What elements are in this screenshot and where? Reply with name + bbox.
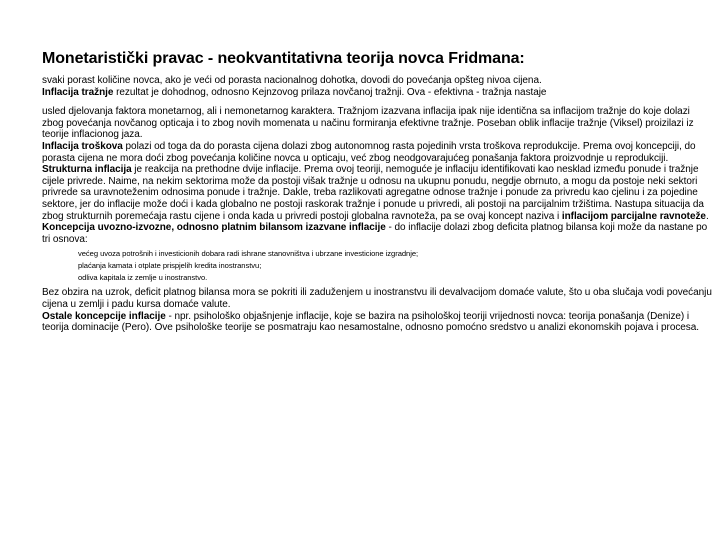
balance-inflation-text: - do inflacije dolazi zbog deficita platnog bilansa koji može da nastane po tri osnova:: [42, 222, 708, 245]
slide-body: [42, 75, 714, 334]
causes-list: [42, 248, 714, 284]
paragraph-structural-inflation: [42, 164, 714, 222]
term-other-concepts: Ostale koncepcije inflacije: [42, 310, 166, 322]
term-partial-equilibrium: inflacijom parcijalne ravnoteže: [561, 210, 706, 222]
paragraph-other-concepts: [42, 311, 714, 334]
demand-inflation-text: rezultat je dohodnog, odnosno Kejnzovog prilaza novčanoj tražnji. Ova - efektivna - tražnja nastaje: [113, 86, 547, 98]
slide-title: Monetaristički pravac - neokvantitativna teorija novca Fridmana:: [42, 50, 525, 67]
term-structural-inflation: Strukturna inflacija: [42, 164, 132, 176]
term-demand-inflation: Inflacija tražnje: [42, 86, 114, 98]
other-concepts-text: - npr. psihološko objašnjenje inflacije, koje se bazira na psihološkoj teoriji vrijednosti novca: teorija ponašanja (Denize) i teorija dominacije (Pero). Ove psihološke teorije se posmatraju kao nesamostalne, odnosno pomoćno sredstvo u analizi ekonomskih pojava i procesa.: [42, 310, 699, 334]
list-item: plaćanja kamata i otplate prispjelih kredita inostranstvu;: [78, 261, 262, 271]
structural-inflation-end: .: [705, 210, 709, 222]
structural-inflation-text: je reakcija na prethodne dvije inflacije. Prema ovoj teoriji, nemoguće je inflaciju identifikovati kao nesklad između ponude i tražnje cijele privrede. Naime, na nekim sektorima može da postoji višak tražnje u odnosu na ukupnu ponudu, negdje obrnuto, a mogu da postoje neki sektori privrede sa uravnoteženim odnosima ponude i tražnje. Dakle, treba razlikovati agregatne odnose tražnje i ponude za privredu kao cjelinu i za pojedine sektore, jer do inflacije može doći i kada globalno ne postoji raskorak tražnje i ponude u privredi, ali postoji na parcijalnim tržištima. Nastupa situacija da zbog strukturnih poremećaja rastu cijene i onda kada u privredi postoji globalna ravnoteža, pa se ovaj koncept naziva i: [42, 164, 704, 222]
paragraph-deficit-coverage: Bez obzira na uzrok, deficit platnog bilansa mora se pokriti ili zaduženjem u inostranstvu ili devalvacijom domaće valute, što u oba slučaja vodi povećanju cijena u zemlji i padu kursa domaće valute.: [42, 287, 712, 310]
paragraph-intro: svaki porast količine novca, ako je veći od porasta nacionalnog dohotka, dovodi do povećanja opšteg nivoa cijena.: [42, 75, 542, 86]
paragraph-cost-inflation: [42, 141, 714, 164]
list-item: odliva kapitala iz zemlje u inostranstvo.: [78, 273, 208, 283]
list-item: većeg uvoza potrošnih i investicionih dobara radi ishrane stanovništva i ubrzane investicione izgradnje;: [78, 249, 419, 259]
term-cost-inflation: Inflacija troškova: [42, 140, 123, 152]
paragraph-demand-inflation: [42, 87, 714, 99]
paragraph-demand-factors: usled djelovanja faktora monetarnog, ali i nemonetarnog karaktera. Tražnjom izazvana inflacija ipak nije identična sa inflacijom tražnje do koje dolazi zbog povećanja novčanog opticaja i to zbog novih momenata u načinu formiranja efektivne tražnje. Poseban oblik inflacije tražnje (Viksel) proizilazi iz teorije inflacionog jaza.: [42, 106, 694, 141]
term-balance-inflation: Koncepcija uvozno-izvozne, odnosno platnim bilansom izazvane inflacije: [42, 222, 386, 234]
paragraph-balance-inflation: [42, 222, 714, 245]
cost-inflation-text: polazi od toga da do porasta cijena dolazi zbog autonomnog rasta pojedinih vrsta troškova reprodukcije. Prema ovoj koncepciji, do porasta cijena ne mora doći zbog povećanja količine novca u opticaju, već zbog neodgovarajućeg ponašanja faktora proizvodnje u reprodukciji.: [42, 140, 696, 164]
